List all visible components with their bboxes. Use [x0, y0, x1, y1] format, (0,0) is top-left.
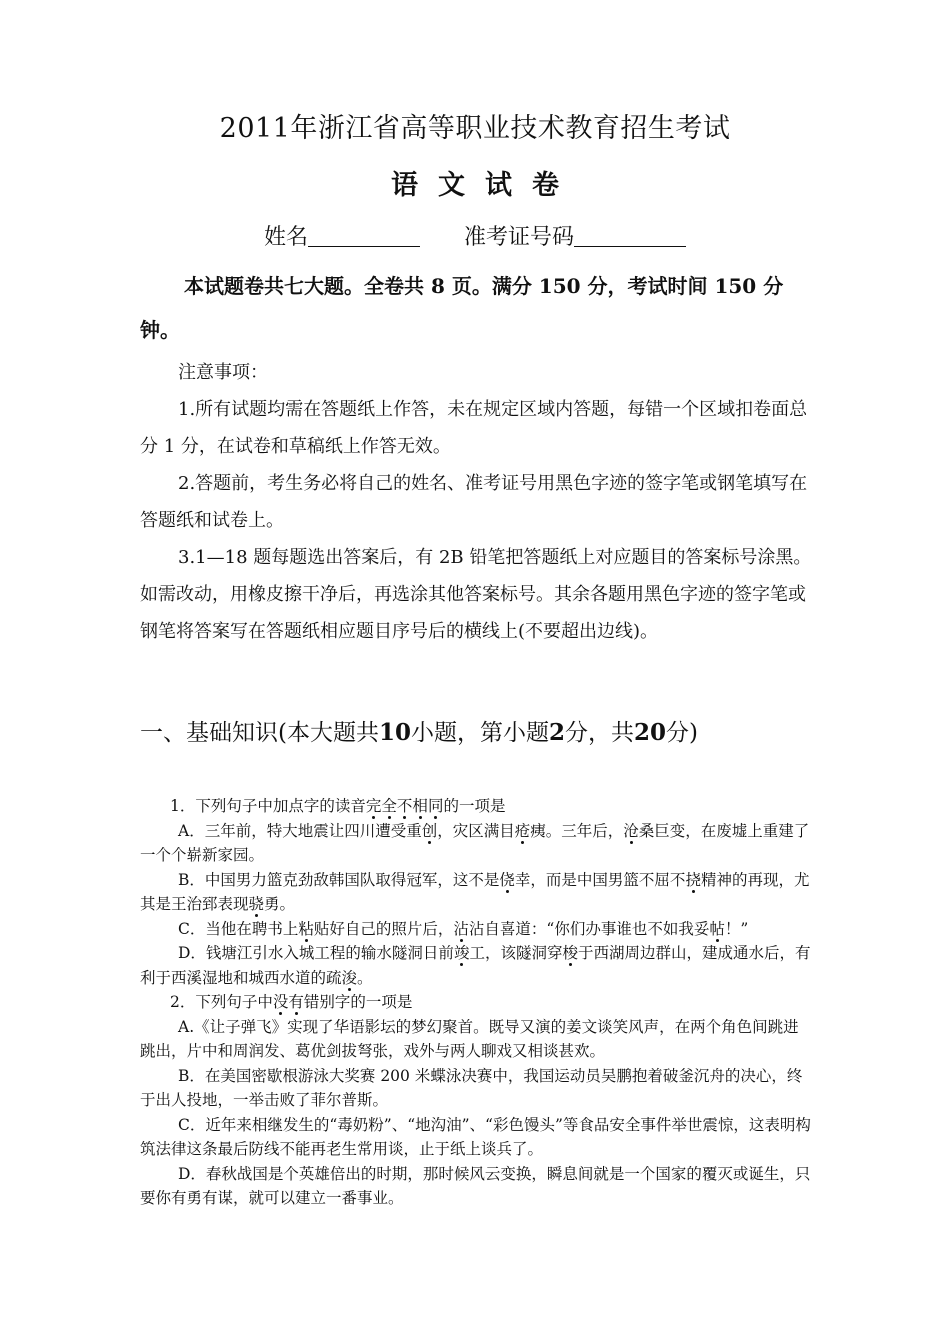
question-2-stem: 2．下列句子中没有错别字的一项是: [170, 993, 413, 1011]
question-1-stem: 1．下列句子中加点字的读音完全不相同的一项是: [170, 797, 506, 815]
q1-option-a: A．三年前，特大地震让四川遭受重创，灾区满目疮痍。三年后，沧桑巨变，在废墟上重建了一个个崭新家园。: [140, 821, 810, 864]
dotted-text: 没有: [272, 993, 304, 1011]
name-label: 姓名: [263, 225, 308, 250]
exam-title: 2011年浙江省高等职业技术教育招生考试: [219, 113, 731, 144]
name-blank[interactable]: [308, 224, 420, 247]
notes-heading: 注意事项：: [178, 362, 268, 383]
q2-option-d: D．春秋战国是个英雄倍出的时期，那时候风云变换，瞬息间就是一个国家的覆灭或诞生，只要你有勇有谋，就可以建立一番事业。: [140, 1164, 811, 1207]
note-item-2: 2.答题前，考生务必将自己的姓名、准考证号用黑色字迹的签字笔或钢笔填写在答题纸和试卷上。: [140, 473, 808, 531]
id-blank[interactable]: [574, 224, 686, 247]
q2-option-c: C．近年来相继发生的“毒奶粉”、“地沟油”、“彩色馒头”等食品安全事件举世震惊，这表明构筑法律这条最后防线不能再老生常用谈，止于纸上谈兵了。: [140, 1115, 811, 1158]
note-item-1: 1.所有试题均需在答题纸上作答，未在规定区域内答题，每错一个区域扣卷面总分 1 分，在试卷和草稿纸上作答无效。: [140, 399, 808, 457]
section-heading: 一、基础知识(本大题共10小题，第小题2分，共20分): [140, 719, 699, 746]
q1-option-c: C．当他在聘书上粘贴好自己的照片后，沾沾自喜道：“你们办事谁也不如我妥帖！”: [178, 919, 749, 938]
dotted-text: 完全不相同: [365, 797, 444, 815]
exam-subtitle: 语文试卷: [391, 170, 579, 201]
question-block: [140, 794, 812, 1211]
id-label: 准考证号码: [464, 225, 575, 250]
q1-option-d: D．钱塘江引水入城工程的输水隧洞日前竣工，该隧洞穿梭于西湖周边群山，建成通水后，有利于西溪湿地和城西水道的疏浚。: [140, 944, 811, 987]
q2-option-b: B．在美国密歇根游泳大奖赛 200 米蝶泳决赛中，我国运动员吴鹏抱着破釜沉舟的决心，终于出人投地，一举击败了菲尔普斯。: [140, 1066, 803, 1109]
notes-block: [140, 354, 812, 650]
q1-option-b: B．中国男力篮克劲敌韩国队取得冠军，这不是侥幸，而是中国男篮不屈不挠精神的再现，尤其是王治郅表现骁勇。: [140, 870, 810, 913]
exam-info: 本试题卷共七大题。全卷共 8 页。满分 150 分，考试时间 150 分钟。: [140, 274, 784, 342]
name-row: [0, 220, 950, 251]
note-item-3: 3.1—18 题每题选出答案后，有 2B 铅笔把答题纸上对应题目的答案标号涂黑。如需改动，用橡皮擦干净后，再选涂其他答案标号。其余各题用黑色字迹的签字笔或钢笔将答案写在答题纸相应题目序号后的横线上(不要超出边线)。: [140, 547, 812, 642]
q2-option-a: A.《让子弹飞》实现了华语影坛的梦幻聚首。既导又演的姜文谈笑风声，在两个角色间跳进跳出，片中和周润发、葛优剑拔弩张，戏外与两人聊戏又相谈甚欢。: [140, 1017, 799, 1060]
